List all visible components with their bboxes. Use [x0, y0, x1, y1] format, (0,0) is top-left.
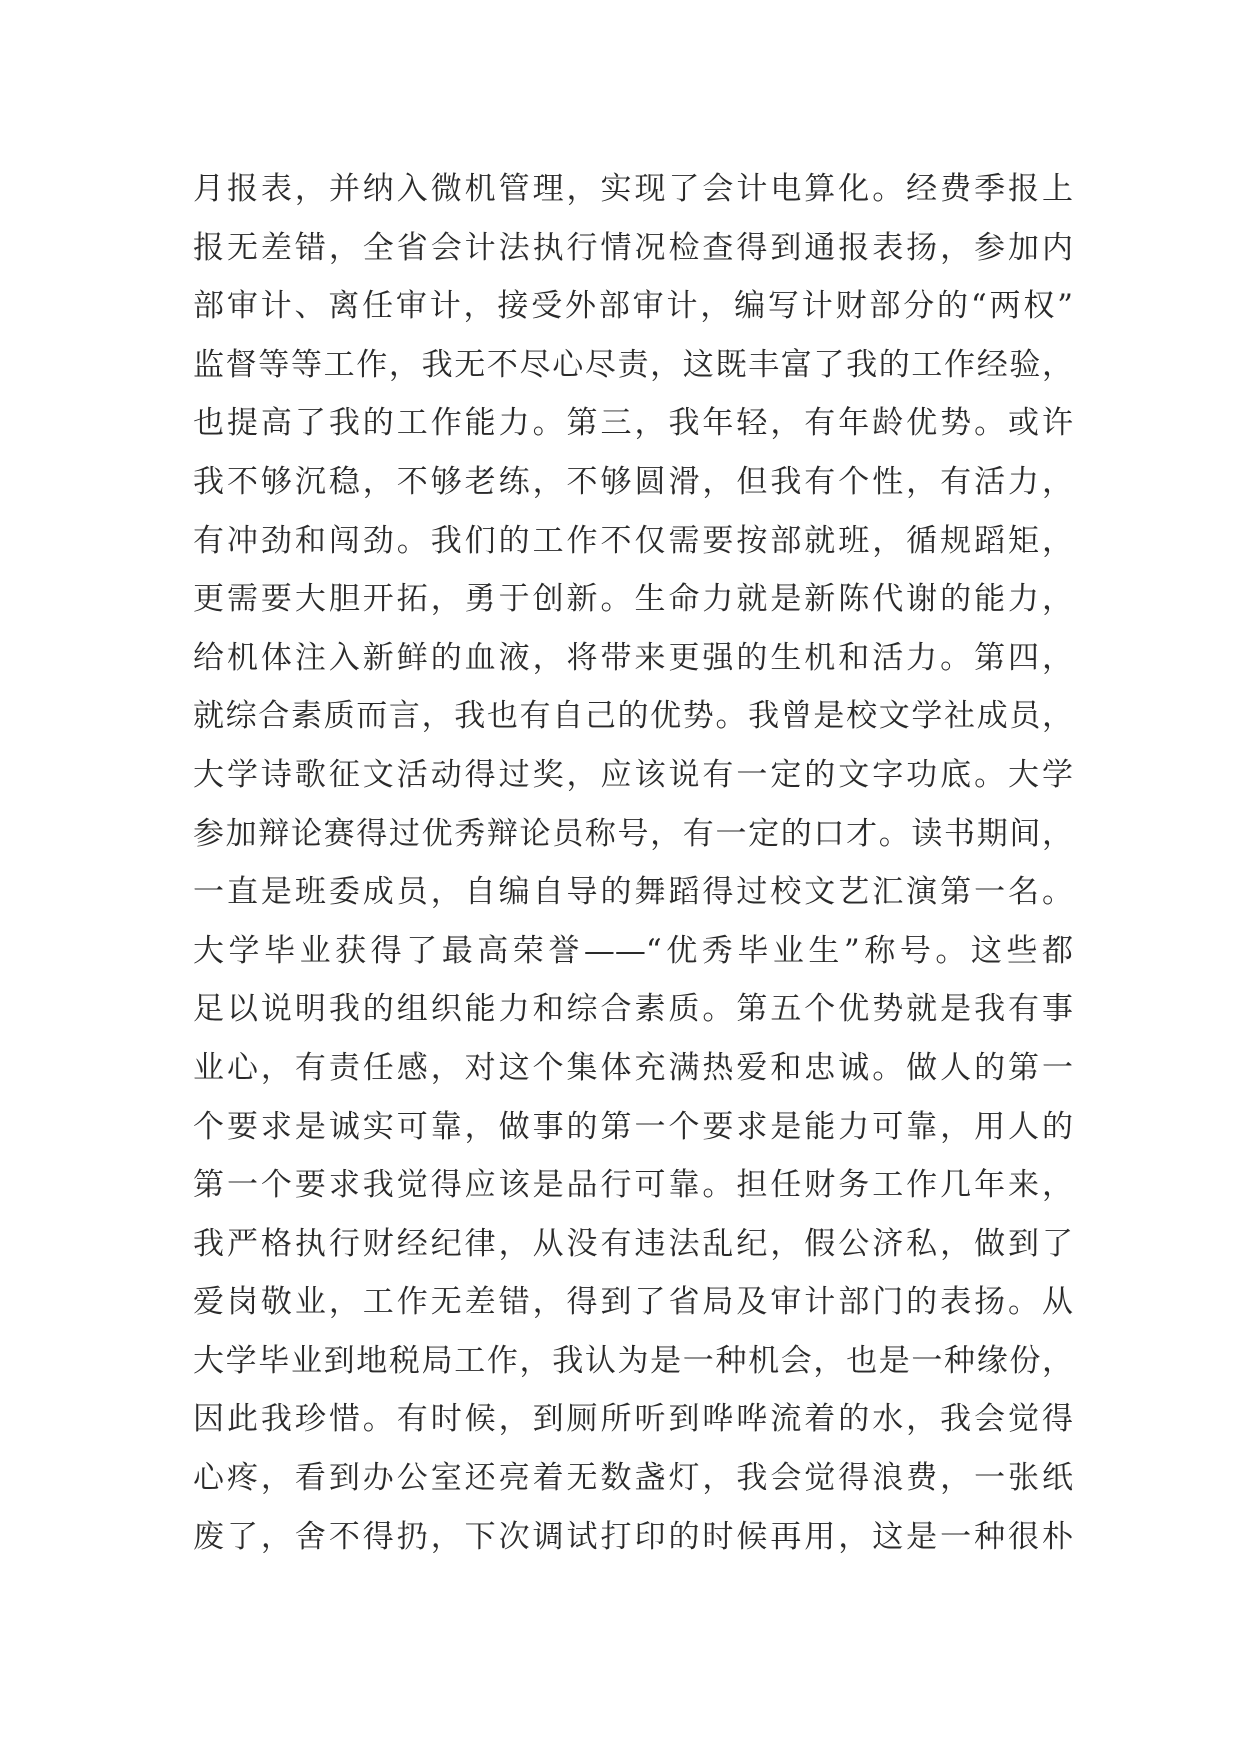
text-line: 大学诗歌征文活动得过奖，应该说有一定的文字功底。大学	[193, 756, 1073, 793]
text-line: 部审计、离任审计，接受外部审计，编写计财部分的“两权”	[193, 288, 1073, 325]
body-text	[193, 160, 1073, 1566]
text-line: 因此我珍惜。有时候，到厕所听到哗哗流着的水，我会觉得	[193, 1401, 1073, 1438]
text-line: 大学毕业获得了最高荣誉——“优秀毕业生”称号。这些都	[193, 932, 1073, 969]
text-line: 报无差错，全省会计法执行情况检查得到通报表扬，参加内	[193, 229, 1073, 266]
text-line: 大学毕业到地税局工作，我认为是一种机会，也是一种缘份，	[193, 1342, 1073, 1379]
text-line: 心疼，看到办公室还亮着无数盏灯，我会觉得浪费，一张纸	[193, 1460, 1073, 1497]
text-line: 月报表，并纳入微机管理，实现了会计电算化。经费季报上	[193, 171, 1073, 207]
text-line: 给机体注入新鲜的血液，将带来更强的生机和活力。第四，	[193, 639, 1073, 676]
text-line: 足以说明我的组织能力和综合素质。第五个优势就是我有事	[193, 991, 1073, 1028]
text-line: 第一个要求我觉得应该是品行可靠。担任财务工作几年来，	[193, 1167, 1073, 1204]
text-line: 有冲劲和闯劲。我们的工作不仅需要按部就班，循规蹈矩，	[193, 522, 1073, 559]
text-line: 我不够沉稳，不够老练，不够圆滑，但我有个性，有活力，	[193, 463, 1073, 500]
text-line: 参加辩论赛得过优秀辩论员称号，有一定的口才。读书期间，	[193, 815, 1073, 852]
text-line: 就综合素质而言，我也有自己的优势。我曾是校文学社成员，	[193, 698, 1073, 735]
text-line: 爱岗敬业，工作无差错，得到了省局及审计部门的表扬。从	[193, 1284, 1073, 1321]
text-line: 废了，舍不得扔，下次调试打印的时候再用，这是一种很朴	[193, 1518, 1073, 1555]
text-line: 个要求是诚实可靠，做事的第一个要求是能力可靠，用人的	[193, 1108, 1073, 1145]
text-line: 我严格执行财经纪律，从没有违法乱纪，假公济私，做到了	[193, 1225, 1073, 1262]
text-line: 一直是班委成员，自编自导的舞蹈得过校文艺汇演第一名。	[193, 874, 1073, 911]
text-line: 更需要大胆开拓，勇于创新。生命力就是新陈代谢的能力，	[193, 581, 1073, 618]
text-line: 也提高了我的工作能力。第三，我年轻，有年龄优势。或许	[193, 405, 1073, 442]
text-line: 业心，有责任感，对这个集体充满热爱和忠诚。做人的第一	[193, 1049, 1073, 1086]
text-line: 监督等等工作，我无不尽心尽责，这既丰富了我的工作经验，	[193, 346, 1073, 383]
